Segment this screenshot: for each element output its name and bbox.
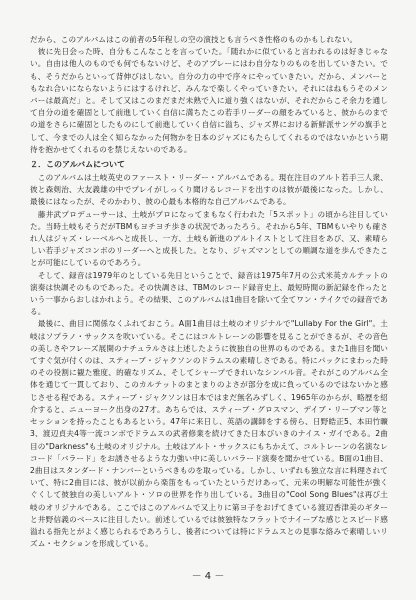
page-number: － 4 － xyxy=(191,571,225,582)
section-heading: ２．このアルバムについて xyxy=(30,160,125,170)
body-paragraph: そして、録音は1979年のとしている先日ということで、録音は1975年7月の公式米英カルテットの演奏は快調そのものであった。その快調さは、TBMのレコード録音史上、最短時間の新記録を作ったという一事からおしはかれよう。その結果、このアルバムは1曲目を除いて全てワン・テイクでの録音である。 xyxy=(30,270,388,317)
intro-paragraph: だから、このアルバムはこの前者の5年程しの空の演技とも言うべき性格のものかもしれない。 彼に先日会った時、自分もこんなことを言っていた。「随れかに似ていると言われるのは好きじゃない。自由は他人のものでも何でもないけど、そのアプレーにはわ自分なりのものを出していきたい。でも、そうだからといって背伸びはしない。自分の力の中で序々にやっていきたい。だから、メンバーともなれ合いにならないようにはするけれど、みんなで楽しくやっていきたい。それにはねもうそのメンバーは最高だ」と。そして又はこのまだまだ未熟で入に道り強くはないが、それだからこそ余力を通して自分の道を確固として前進していく自信に満ちたこの若手リーダーの顔をみていると、彼からのまでの道をさらに確固としたものにして前進していく自信に溢ち、ジャズ界における新鮮派サンゲの旗手として、今までの人は全く知らなかった何物かを日本のジャズにもたらしてくれるのではないかという期待を抱かせてくれるのを禁じえないのである。 xyxy=(30,35,388,154)
body-paragraph: このアルバムは土岐英史のファースト・リーダー・アルバムである。現在注目のアルト若手三人衆、彼と森剣治、大友義雄の中でプレイがしっくり聞けるレコードを出すのは彼が最後になった。しかし、最後にはなったが、そのかわり、彼の心最も本格的な自己アルバムである。 xyxy=(30,173,388,207)
body-paragraph: 藤井武プロデューサーは、土岐がプロになってまもなく行われた「5スポット」の頃から注目していた。当時土岐もそうだがTBMもヨチヨチ歩きの状況であったろう。それから5年、TBMもいやりも確され人はジャズ・レーベルへと成長し、一方、土岐も新進のアルトイストとして注目をあび、又、素晴らしい若手ジャズコンボのリーダーへと成長した。となり、ジャズマンとしての順調な道を歩んできたことが可能にしているのであろう。 xyxy=(30,209,388,268)
body-paragraph: 最後に、曲目に関係なくふれておこう。A面1曲目は土岐のオリジナルで"Lullaby For the Girl"。土岐はソプラノ・サックスを吹いている。そこにはコルトレーンの影響を見ることができるが、その音色の美しさやフレーズ展開のナチュラルさは上述したように彼独自の世界のものである。また1曲目を聞いてすぐ気が付くのは、スティーブ・ジャクソンのドラムスの素晴しさである。特にパックにまわった時のその役割に観た雅度、的確なリズム、そしてシャープできれいなシンバル音。それがこのアルバム全体を通じて一貫しており、このカルテットのまとまりのよさが部分を成に負っているのではないかと感じさせる程である。スティーブ・ジャクソンは日本ではまだ無名みずしく、1965年のからが、略歴を紹介すると、ニューヨーク出身の27才。あちらでは、スティーブ・グロスマン、デイブ・リーブマン等とセッションを持ったこともあるという。47年に来日し、英語の講師をする傍ら、日野皓正5、本田竹曠3、渡辺貞夫4等一流コンボでドラムスの武者修業を続けてきた日本びいきのナイス・ガイである。2曲目の"Darkness"も土岐のオリジナル。土岐はアルト・サックスにもちかえて、コルトレーンの名演なレコード「バラード」をお誘させるような力強い中に美しいバラード演奏を聞かせている。B面の1曲目、2曲目はスタンダード・ナンバーというべきものを取っている。しかし、いずれも独立な言に料理されていて、特に2曲目には、彼が以前から楽笛をもっていたというだけあって、元来の明解な可能性が強くぐくして彼独自の美しいアルト・ソロの世界を作り出している。3曲目の"Cool Song Blues"は再び土岐のオリジナルである。ここではこのアルバムで又上りに第ヨ子をおげてきている渡辺香津美のギターと井野信義のベースに注目したい。前述しているでは彼独特なフラットでナイーブな感じとスピード感溢れる指先とがよく感じられるであろうし、後者については特にドラムスとの見事な絡みで素晴しいリズム・セクションを形成している。 xyxy=(30,319,388,549)
